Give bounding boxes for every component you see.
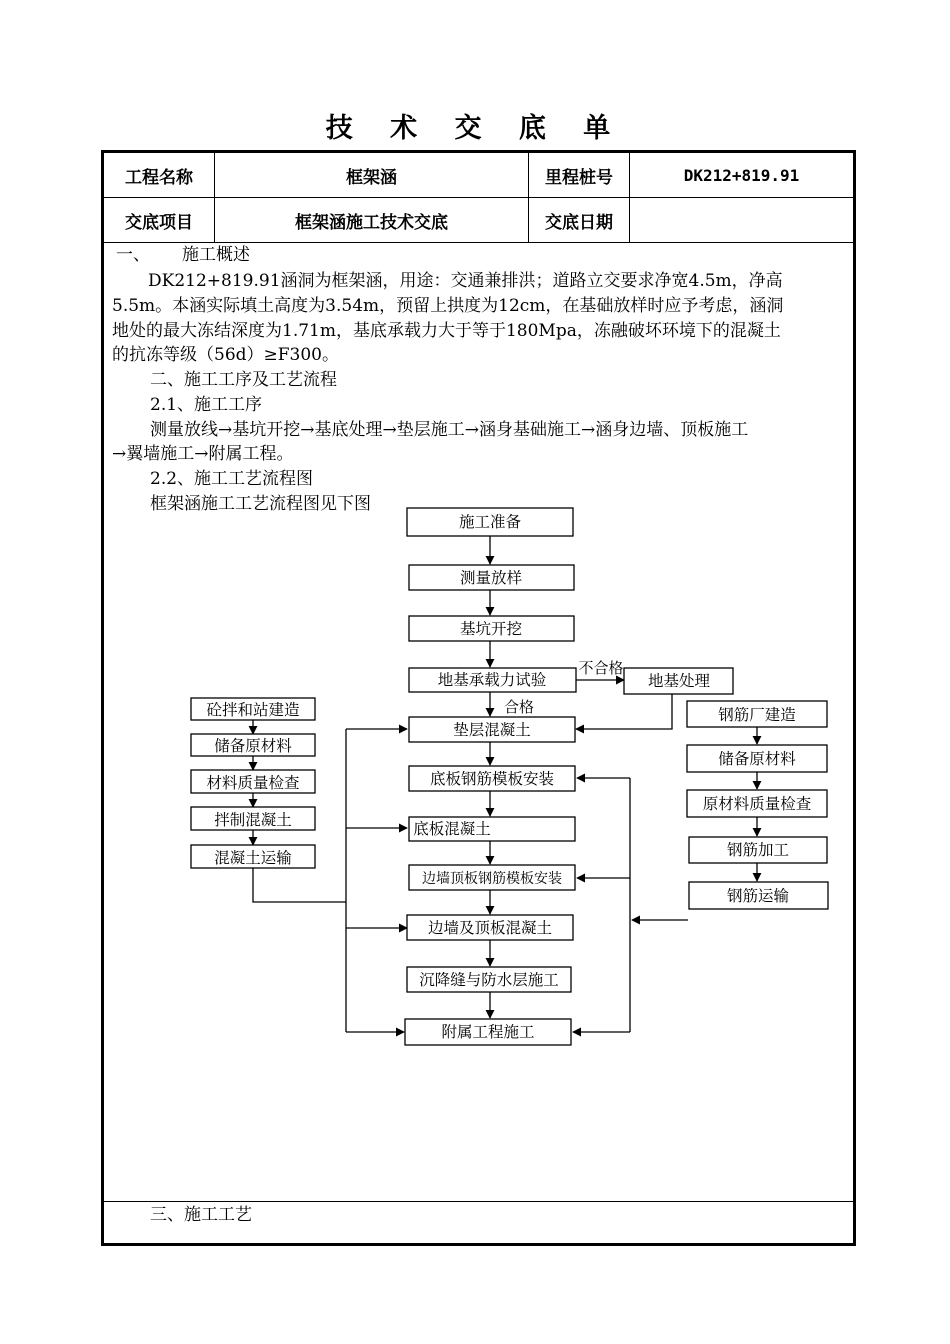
flowchart-intro: 框架涵施工工艺流程图见下图 [150, 494, 371, 514]
flow-concrete-4: 混凝土运输 [214, 849, 292, 867]
flow-concrete-3: 拌制混凝土 [214, 811, 292, 829]
flow-main-10: 附属工程施工 [441, 1023, 535, 1041]
document-title: 技 术 交 底 单 [325, 113, 625, 144]
overview-line-1: DK212+819.91涵洞为框架涵，用途：交通兼排洪；道路立交要求净宽4.5m，净高 [148, 271, 783, 291]
flow-rebar-1: 储备原材料 [718, 750, 796, 768]
flow-main-0: 施工准备 [458, 513, 522, 531]
section3-title: 三、施工工艺 [150, 1205, 252, 1225]
flow-treatment: 地基处理 [647, 672, 711, 690]
flow-rebar-4: 钢筋运输 [726, 887, 790, 905]
item-value: 框架涵施工技术交底 [295, 212, 448, 233]
project-name-value: 框架涵 [346, 167, 397, 188]
flow-concrete-2: 材料质量检查 [206, 774, 300, 792]
flow-rebar-3: 钢筋加工 [726, 841, 790, 859]
flow-main-9: 沉降缝与防水层施工 [419, 971, 559, 989]
flow-concrete-1: 储备原材料 [214, 737, 292, 755]
section1-number: 一、 [116, 245, 150, 265]
flow-main-5: 底板钢筋模板安装 [429, 770, 555, 788]
date-label: 交底日期 [545, 212, 613, 233]
flow-main-1: 测量放样 [459, 569, 523, 587]
overview-line-3: 地处的最大冻结深度为1.71m，基底承载力大于等于180Mpa，冻融破坏环境下的混凝土 [112, 321, 781, 341]
flow-main-7: 边墙顶板钢筋模板安装 [422, 871, 562, 887]
mileage-value: DK212+819.91 [683, 165, 800, 185]
sequence-line-2: →翼墙施工→附属工程。 [112, 444, 294, 464]
flow-rebar-2: 原材料质量检查 [702, 795, 812, 813]
section2-title: 二、施工工序及工艺流程 [150, 370, 337, 390]
overview-line-2: 5.5m。本涵实际填土高度为3.54m，预留上拱度为12cm，在基础放样时应予考虑，涵洞 [112, 296, 784, 316]
mileage-label: 里程桩号 [545, 167, 613, 188]
sequence-line-1: 测量放线→基坑开挖→基底处理→垫层施工→涵身基础施工→涵身边墙、顶板施工 [150, 420, 749, 440]
flow-concrete-0: 砼拌和站建造 [206, 701, 300, 719]
flow-main-6: 底板混凝土 [413, 820, 491, 838]
flow-rebar-0: 钢筋厂建造 [718, 706, 796, 724]
subsection-2-1-title: 2.1、施工工序 [150, 395, 263, 415]
subsection-2-2-title: 2.2、施工工艺流程图 [150, 469, 314, 489]
concrete-feed-line [253, 868, 346, 902]
project-name-label: 工程名称 [125, 167, 193, 188]
section1-title: 施工概述 [182, 245, 250, 265]
fail-label: 不合格 [578, 659, 624, 677]
flow-main-4: 垫层混凝土 [453, 721, 531, 739]
treatment-return-arrow [576, 694, 672, 729]
flow-main-8: 边墙及顶板混凝土 [427, 919, 553, 937]
pass-label: 合格 [503, 698, 535, 716]
overview-line-4: 的抗冻等级（56d）≥F300。 [112, 345, 340, 365]
item-label: 交底项目 [125, 212, 193, 233]
flow-main-3: 地基承载力试验 [437, 671, 547, 689]
flow-main-2: 基坑开挖 [459, 620, 523, 638]
